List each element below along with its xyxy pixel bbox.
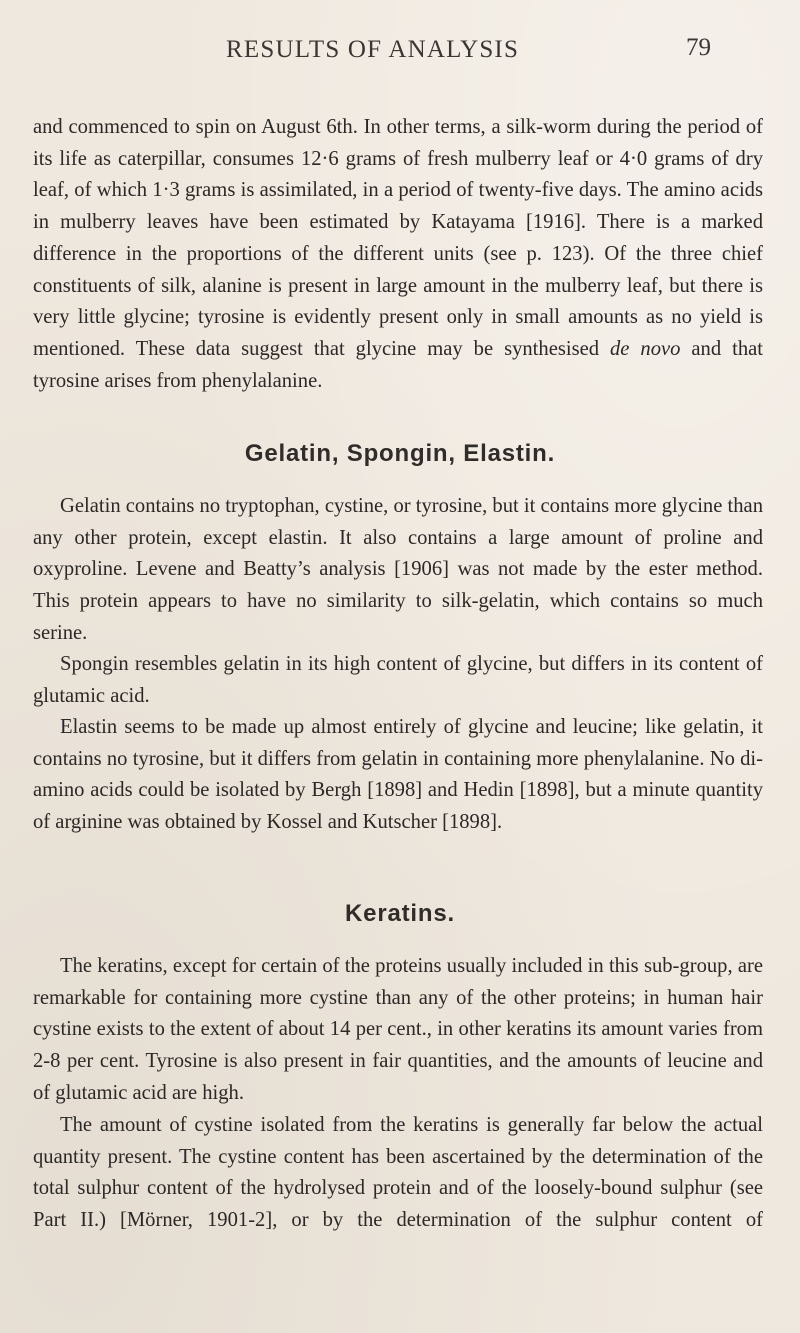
- paragraph-gelatin: Gelatin contains no tryptophan, cystine, or tyrosine, but it contains more glycine than any other protein, except elastin. It also contains a large amount of proline and oxyproline. Levene and Beatty’s analysis [1906] was not made by the ester method. This protein appears to have no similarity to silk-gelatin, which contains so much serine.: [33, 495, 763, 644]
- section-heading-gelatin: Gelatin, Spongin, Elastin.: [244, 440, 556, 467]
- paragraph-silkworm-mulberry: [33, 112, 763, 397]
- italic-phrase: de novo: [610, 337, 681, 360]
- section-heading-keratins: Keratins.: [345, 900, 455, 927]
- paragraph-cystine: The amount of cystine isolated from the keratins is generally far below the actual quantity present. The cystine content has been ascertained by the determination of the total sulphur content of the hydrolysed protein and of the loosely-bound sulphur (see Part II.) [Mörner, 1901-2], or by the determination of the sulphur content of: [33, 1114, 763, 1232]
- paragraph-text: and commenced to spin on August 6th. In other terms, a silk-worm during the period of its life as caterpillar, consumes 12·6 grams of fresh mulberry leaf or 4·0 grams of dry leaf, of which 1·3 grams is assimilated, in a period of twenty-five days. The amino acids in mulberry leaves have been estimated by Katayama [1916]. There is a marked difference in the proportions of the different units (see p. 123). Of the three chief constituents of silk, alanine is present in large amount in the mulberry leaf, but there is very little glycine; tyrosine is evidently present only in small amounts as no yield is mentioned. These data suggest that glycine may be synthesised: [33, 116, 763, 360]
- paragraph-spongin: Spongin resembles gelatin in its high content of glycine, but differs in its content of glutamic acid.: [33, 653, 763, 707]
- running-title: RESULTS OF ANALYSIS: [226, 36, 520, 63]
- paragraph-keratins: The keratins, except for certain of the proteins usually included in this sub-group, are remarkable for containing more cystine than any of the other proteins; in human hair cystine exists to the extent of about 14 per cent., in other keratins its amount varies from 2-8 per cent. Tyrosine is also present in fair quantities, and the amounts of leucine and of glutamic acid are high.: [33, 955, 763, 1104]
- paragraph-elastin: Elastin seems to be made up almost entirely of glycine and leucine; like gelatin, it contains no tyrosine, but it differs from gelatin in containing more phenylalanine. No di-amino acids could be isolated by Bergh [1898] and Hedin [1898], but a minute quantity of arginine was obtained by Kossel and Kutscher [1898].: [33, 716, 763, 834]
- page-number: 79: [686, 34, 711, 61]
- paragraph-text: and that tyrosine arises from phenylalanine.: [33, 337, 763, 392]
